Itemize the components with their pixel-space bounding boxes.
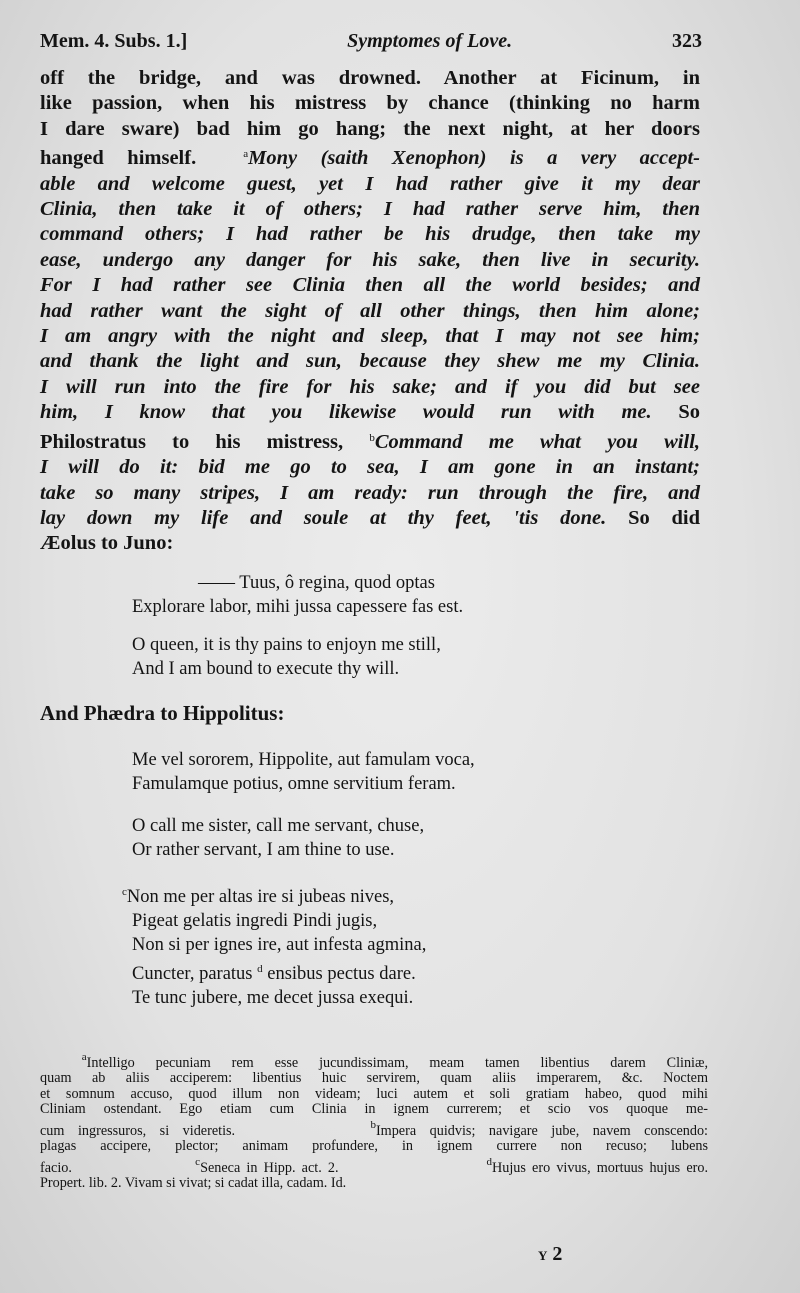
- footnote-line: $^a$Intelligo pecuniam rem esse jucundissimam, meam tamen libentius darem Cliniæ,: [81, 1050, 708, 1071]
- footnote-line: et somnum accuso, quod illum non videam; luci autem et soli gratiam habeo, quod mihi: [40, 1085, 708, 1102]
- text-line: Æolus to Juno:: [40, 532, 174, 555]
- text-line: lay down my life and soule at thy feet, 'tis done. So did: [40, 506, 700, 529]
- verse-line: —— Tuus, ô regina, quod optas: [198, 572, 435, 593]
- text-line: able and welcome guest, yet I had rather give it my dear: [40, 172, 700, 195]
- verse-line: Or rather servant, I am thine to use.: [132, 839, 395, 860]
- header-title: Symptomes of Love.: [347, 30, 513, 52]
- text-line: hanged himself. $^a$Mony (saith Xenophon) is a very accept-: [40, 147, 700, 170]
- verse-line: Te tunc jubere, me decet jussa exequi.: [132, 987, 414, 1008]
- footnote-mark: d: [257, 962, 263, 975]
- verse-english-1: [40, 633, 702, 681]
- text-line: Philostratus to his mistress, $^b$Command me what you will,: [40, 430, 701, 453]
- section-heading: And Phædra to Hippolitus:: [40, 700, 285, 725]
- footnote-mark: a: [243, 148, 249, 161]
- text-line: command others; I had rather be his drudge, then take my: [40, 223, 700, 246]
- text-line: Clinia, then take it of others; I had rather serve him, then: [40, 198, 700, 221]
- text-line: had rather want the sight of all other things, then him alone;: [40, 299, 700, 322]
- text-line: ease, undergo any danger for his sake, then live in security.: [40, 248, 700, 271]
- text-line: and thank the light and sun, because they shew me my Clinia.: [40, 350, 700, 373]
- verse-latin-3: [40, 880, 702, 1010]
- text-line: I will do it: bid me go to sea, I am gone in an instant;: [40, 456, 700, 479]
- text-line: take so many stripes, I am ready: run through the fire, and: [40, 481, 700, 504]
- verse-line: Famulamque potius, omne servitium feram.: [132, 773, 456, 794]
- verse-english-2: [40, 814, 702, 862]
- verse-line: O queen, it is thy pains to enjoyn me still,: [132, 634, 441, 655]
- text-line: I will run into the fire for his sake; and if you did but see: [40, 375, 700, 398]
- footnote-line: quam ab aliis acciperem: libentius huic servirem, quam aliis imperarem, &c. Noctem: [40, 1070, 708, 1087]
- verse-line: Non si per ignes ire, aut infesta agmina,: [132, 934, 427, 955]
- text-line: him, I know that you likewise would run with me. So: [40, 401, 700, 424]
- footnote-line: Cliniam ostendant. Ego etiam cum Clinia in ignem currerem; et scio vos quoque me-: [40, 1101, 708, 1118]
- verse-latin-1: [40, 571, 702, 619]
- text-line: off the bridge, and was drowned. Another at Ficinum, in: [40, 67, 700, 89]
- footnote-mark: b: [369, 431, 375, 444]
- text-line: I am angry with the night and sleep, that I may not see him;: [40, 325, 700, 348]
- verse-line: O call me sister, call me servant, chuse,: [132, 815, 425, 836]
- verse-line: Cuncter, paratus $^d$ ensibus pectus dare.: [132, 962, 416, 984]
- running-header: [40, 30, 702, 62]
- footnote-mark: c: [122, 885, 127, 898]
- footnote-line: plagas accipere, plector; animam profundere, in ignem currere non recuso; lubens: [40, 1138, 708, 1155]
- footnotes: [40, 1050, 708, 1192]
- text-line: I dare sware) bad him go hang; the next night, at her doors: [40, 117, 700, 140]
- footnote-line: Propert. lib. 2. Vivam si vivat; si cadat illa, cadam. Id.: [40, 1175, 347, 1192]
- verse-line: Explorare labor, mihi jussa capessere fas est.: [132, 596, 464, 617]
- verse-latin-2: [40, 748, 702, 796]
- text-line: For I had rather see Clinia then all the world besides; and: [40, 274, 700, 297]
- page-number: 323: [671, 30, 702, 52]
- header-section: Mem. 4. Subs. 1.]: [40, 30, 188, 52]
- verse-line: Pigeat gelatis ingredi Pindi jugis,: [132, 910, 378, 931]
- text-line: like passion, when his mistress by chance (thinking no harm: [40, 92, 700, 115]
- main-paragraph: [40, 66, 700, 557]
- footnote-line: cum ingressuros, si videretis. $^b$Impera quidvis; navigare jube, navem conscendo:: [40, 1118, 708, 1139]
- footnote-line: facio. $^c$Seneca in Hipp. act. 2. $^d$Hujus ero vivus, mortuus hujus ero.: [40, 1155, 709, 1176]
- signature-mark: Y 2: [538, 1243, 563, 1265]
- verse-line: $^c$Non me per altas ire si jubeas nives,: [122, 885, 395, 907]
- verse-line: Me vel sororem, Hippolite, aut famulam voca,: [132, 749, 475, 770]
- verse-line: And I am bound to execute thy will.: [132, 658, 400, 679]
